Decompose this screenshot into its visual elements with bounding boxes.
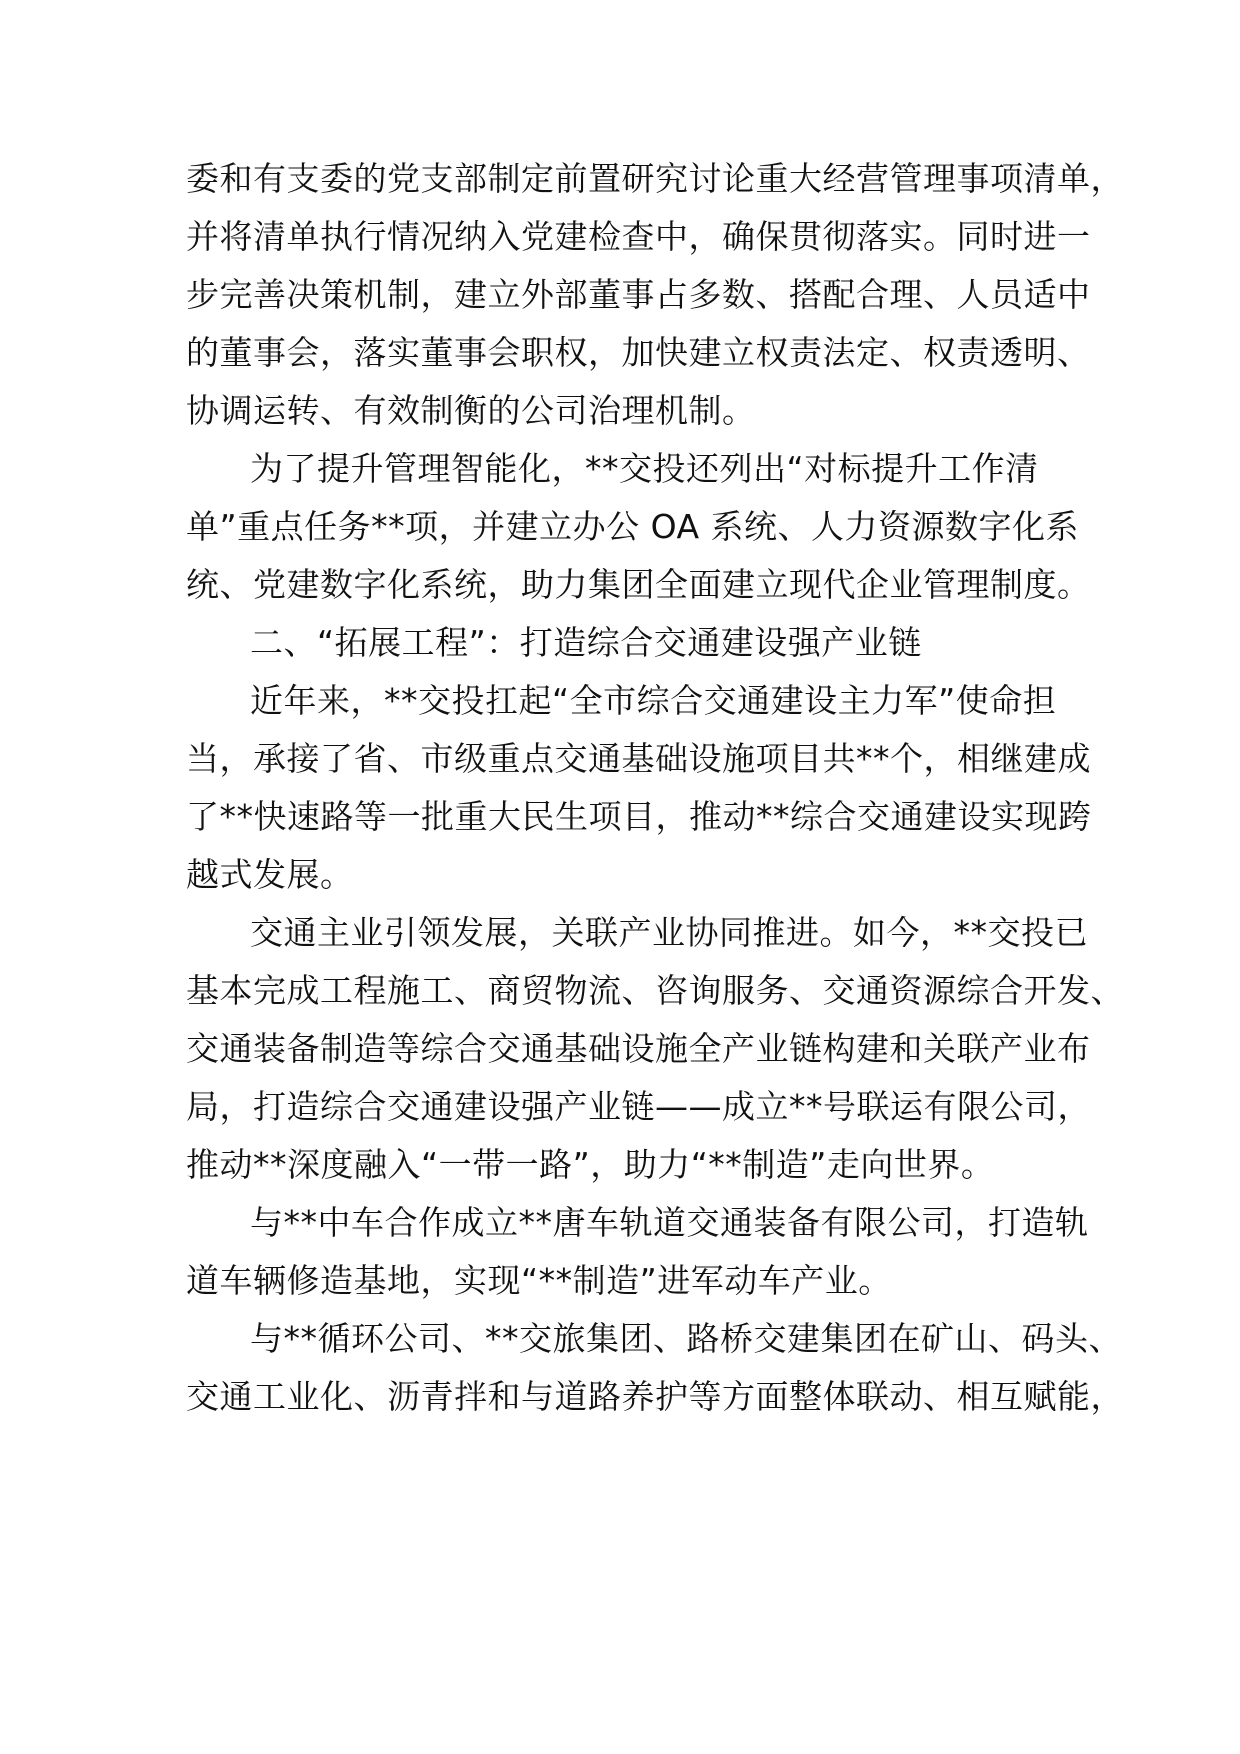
text-line: 道车辆修造基地，实现“**制造”进军动车产业。 xyxy=(186,1261,892,1300)
text-line: 推动**深度融入“一带一路”，助力“**制造”走向世界。 xyxy=(186,1145,995,1184)
text-line: 与**循环公司、**交旅集团、路桥交建集团在矿山、码头、 xyxy=(250,1319,1122,1358)
text-line: 委和有支委的党支部制定前置研究讨论重大经营管理事项清单， xyxy=(186,159,1124,198)
text-line: 当，承接了省、市级重点交通基础设施项目共**个，相继建成 xyxy=(186,739,1091,778)
text-line: 统、党建数字化系统，助力集团全面建立现代企业管理制度。 xyxy=(186,565,1091,604)
text-line: 协调运转、有效制衡的公司治理机制。 xyxy=(186,391,756,430)
text-line: 步完善决策机制，建立外部董事占多数、搭配合理、人员适中 xyxy=(186,275,1091,314)
text-line: 并将清单执行情况纳入党建检查中，确保贯彻落实。同时进一 xyxy=(186,217,1091,256)
text-line: 交通装备制造等综合交通基础设施全产业链构建和关联产业布 xyxy=(186,1029,1091,1068)
text-line: 交通工业化、沥青拌和与道路养护等方面整体联动、相互赋能， xyxy=(186,1377,1124,1416)
text-line: 交通主业引领发展，关联产业协同推进。如今，**交投已 xyxy=(250,913,1088,952)
text-line: 单”重点任务**项，并建立办公 OA 系统、人力资源数字化系 xyxy=(186,507,1080,546)
text-line: 与**中车合作成立**唐车轨道交通装备有限公司，打造轨 xyxy=(250,1203,1089,1242)
text-line: 了**快速路等一批重大民生项目，推动**综合交通建设实现跨 xyxy=(186,797,1092,836)
text-line: 的董事会，落实董事会职权，加快建立权责法定、权责透明、 xyxy=(186,333,1091,372)
text-line: 局，打造综合交通建设强产业链——成立**号联运有限公司， xyxy=(186,1087,1091,1126)
text-line: 基本完成工程施工、商贸物流、咨询服务、交通资源综合开发、 xyxy=(186,971,1124,1010)
text-line: 越式发展。 xyxy=(186,855,354,894)
text-line: 近年来，**交投扛起“全市综合交通建设主力军”使命担 xyxy=(250,681,1057,720)
text-line: 为了提升管理智能化，**交投还列出“对标提升工作清 xyxy=(250,449,1039,488)
section-heading: 二、“拓展工程”：打造综合交通建设强产业链 xyxy=(250,623,922,662)
